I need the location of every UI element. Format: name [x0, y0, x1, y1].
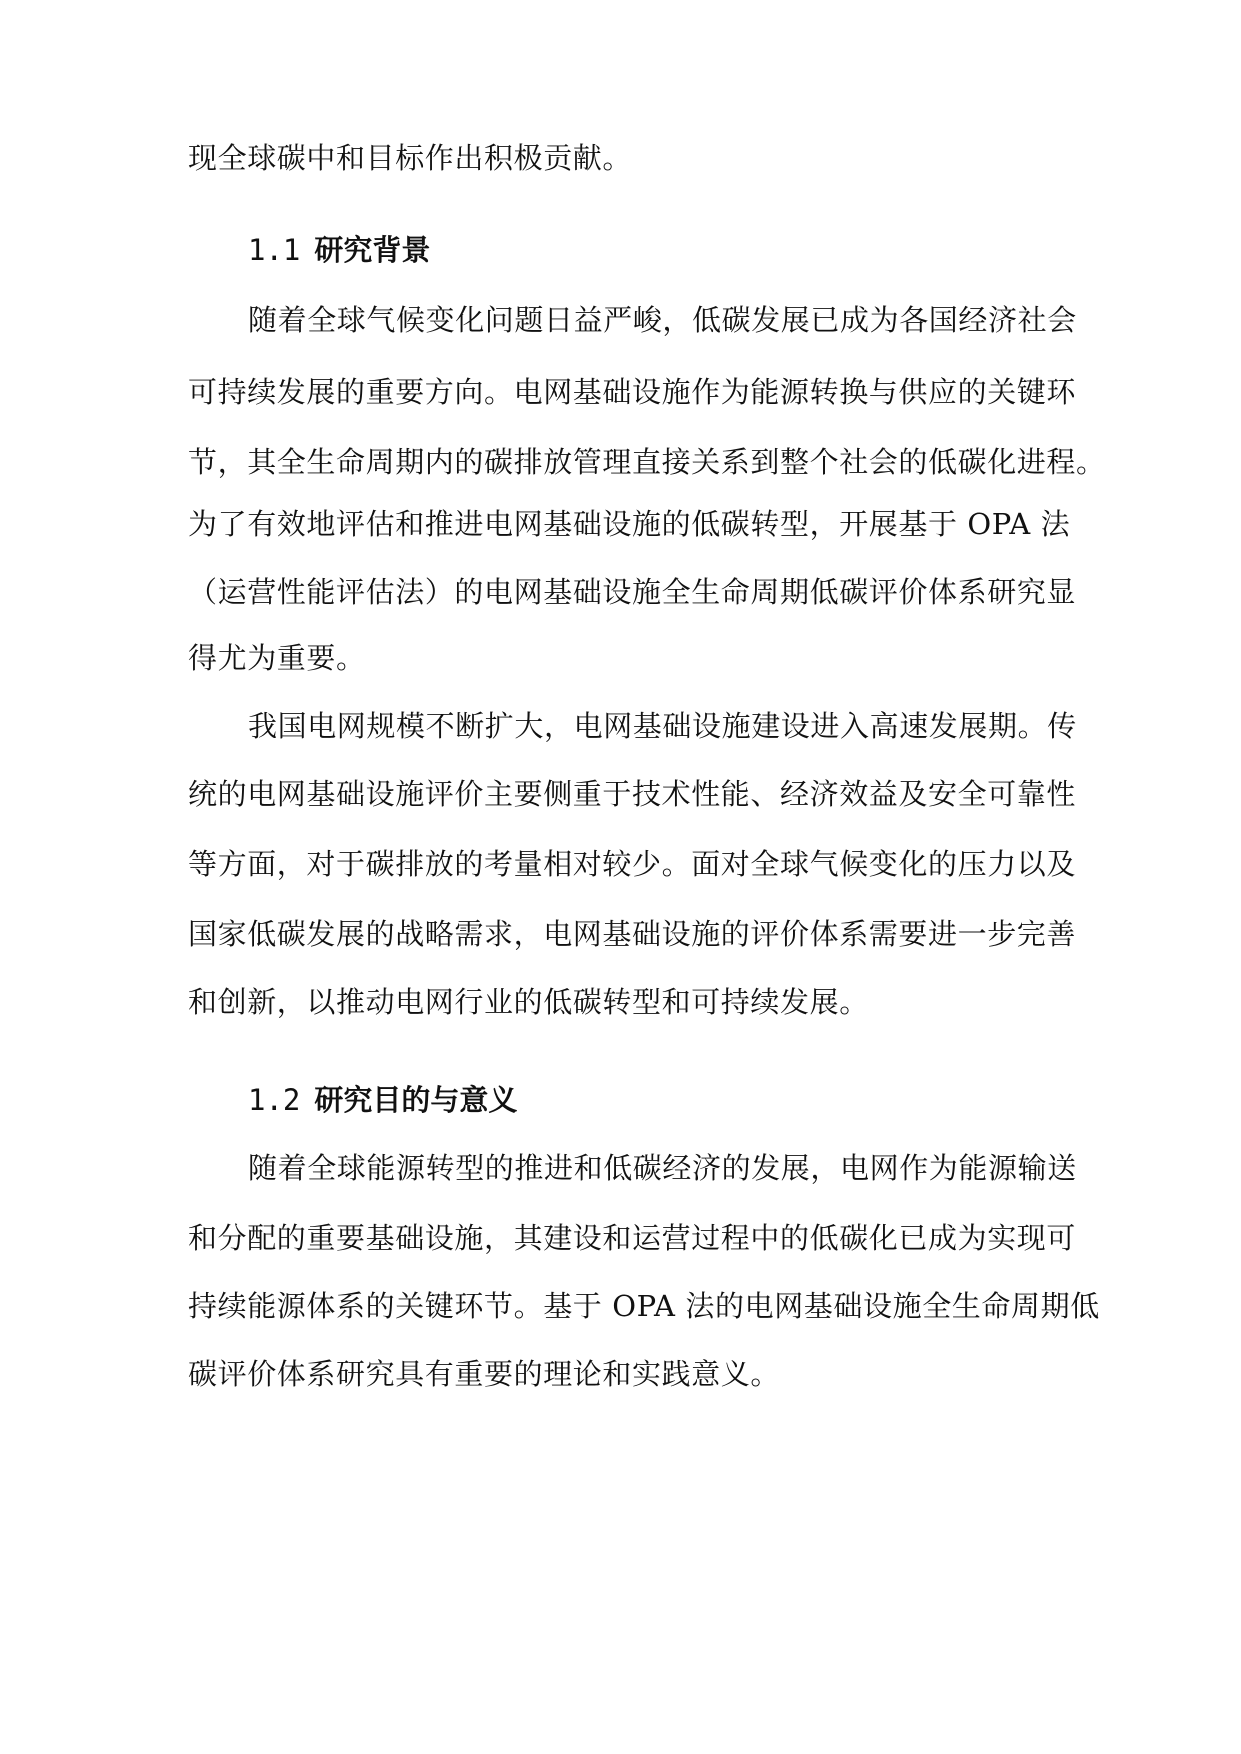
paragraph-line: 为了有效地评估和推进电网基础设施的低碳转型，开展基于 OPA 法 — [188, 507, 1071, 541]
section-title: 研究目的与意义 — [314, 1083, 518, 1117]
section-title: 研究背景 — [314, 233, 431, 267]
paragraph-line: 随着全球气候变化问题日益严峻，低碳发展已成为各国经济社会 — [248, 303, 1077, 337]
section-number: 1.2 — [248, 1083, 301, 1117]
paragraph-line: （运营性能评估法）的电网基础设施全生命周期低碳评价体系研究显 — [188, 575, 1077, 609]
paragraph-line: 和创新，以推动电网行业的低碳转型和可持续发展。 — [188, 985, 869, 1019]
section-heading-1-2 — [248, 1082, 517, 1118]
paragraph-line: 得尤为重要。 — [188, 641, 366, 675]
section-heading-1-1 — [248, 232, 430, 268]
paragraph-line: 随着全球能源转型的推进和低碳经济的发展，电网作为能源输送 — [248, 1151, 1077, 1185]
paragraph-line: 可持续发展的重要方向。电网基础设施作为能源转换与供应的关键环 — [188, 375, 1077, 409]
section-number: 1.1 — [248, 233, 301, 267]
paragraph-line: 和分配的重要基础设施，其建设和运营过程中的低碳化已成为实现可 — [188, 1221, 1077, 1255]
paragraph-line: 等方面，对于碳排放的考量相对较少。面对全球气候变化的压力以及 — [188, 847, 1077, 881]
intro-line: 现全球碳中和目标作出积极贡献。 — [188, 141, 633, 175]
paragraph-line: 国家低碳发展的战略需求，电网基础设施的评价体系需要进一步完善 — [188, 917, 1077, 951]
paragraph-line: 持续能源体系的关键环节。基于 OPA 法的电网基础设施全生命周期低 — [188, 1289, 1100, 1323]
paragraph-line: 统的电网基础设施评价主要侧重于技术性能、经济效益及安全可靠性 — [188, 777, 1077, 811]
paragraph-line: 节，其全生命周期内的碳排放管理直接关系到整个社会的低碳化进程。 — [188, 445, 1106, 479]
paragraph-line: 碳评价体系研究具有重要的理论和实践意义。 — [188, 1357, 781, 1391]
paragraph-line: 我国电网规模不断扩大，电网基础设施建设进入高速发展期。传 — [248, 709, 1077, 743]
